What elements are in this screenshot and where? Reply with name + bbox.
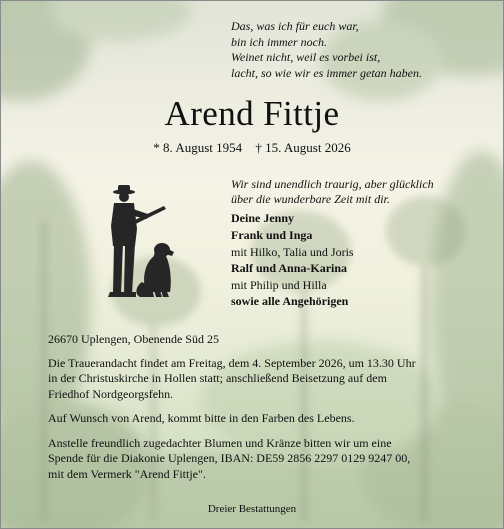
mourners-section xyxy=(231,177,491,310)
death-date: † 15. August 2026 xyxy=(255,140,351,155)
deceased-name: Arend Fittje xyxy=(164,94,340,133)
text-line: Friedhof Nordgeorgsfehn. xyxy=(48,386,174,401)
donation-paragraph xyxy=(48,436,468,483)
text-line: Die Trauerandacht findet am Freitag, dem 4. September 2026, um 13.30 Uhr xyxy=(48,355,416,370)
mourner-line: Deine Jenny xyxy=(231,211,294,225)
dress-code-paragraph xyxy=(48,411,468,427)
poem-line: Das, was ich für euch war, xyxy=(231,19,359,33)
mourner-subline: mit Hilko, Talia und Joris xyxy=(231,245,354,259)
mourning-quote xyxy=(231,177,491,206)
family-address: 26670 Uplengen, Obenende Süd 25 xyxy=(48,332,219,346)
text-line: Auf Wunsch von Arend, kommt bitte in den Farben des Lebens. xyxy=(48,411,355,425)
text-line: in der Christuskirche in Hollen statt; anschließend Beisetzung auf dem xyxy=(48,371,387,385)
poem-line: Weinet nicht, weil es vorbei ist, xyxy=(231,50,381,64)
undertaker-name: Dreier Bestattungen xyxy=(207,503,297,515)
text-line: mit dem Vermerk "Arend Fittje". xyxy=(48,466,206,481)
text-line: Spende für die Diakonie Uplengen, IBAN: DE59 2856 2297 0129 9247 00, xyxy=(48,451,411,465)
service-paragraph xyxy=(48,356,468,403)
poem-line: bin ich immer noch. xyxy=(231,34,327,49)
text-line: Anstelle freundlich zugedachter Blumen und Kränze bitten wir um eine xyxy=(48,435,392,450)
quote-line: Wir sind unendlich traurig, aber glücklich xyxy=(231,177,434,191)
poem xyxy=(231,19,491,81)
mourner-line: Ralf und Anna-Karina xyxy=(231,261,348,275)
hunter-with-rifle-and-dog-icon xyxy=(96,184,176,302)
notice-body xyxy=(48,332,468,491)
mourner-subline: mit Philip und Hilla xyxy=(231,278,327,292)
poem-line: lacht, so wie wir es immer getan haben. xyxy=(231,65,422,80)
mourner-line: Frank und Inga xyxy=(231,228,313,242)
life-dates xyxy=(1,140,503,156)
mourner-line: sowie alle Angehörigen xyxy=(231,294,349,308)
quote-line: über die wunderbare Zeit mit dir. xyxy=(231,191,390,206)
birth-date: * 8. August 1954 xyxy=(153,140,243,155)
